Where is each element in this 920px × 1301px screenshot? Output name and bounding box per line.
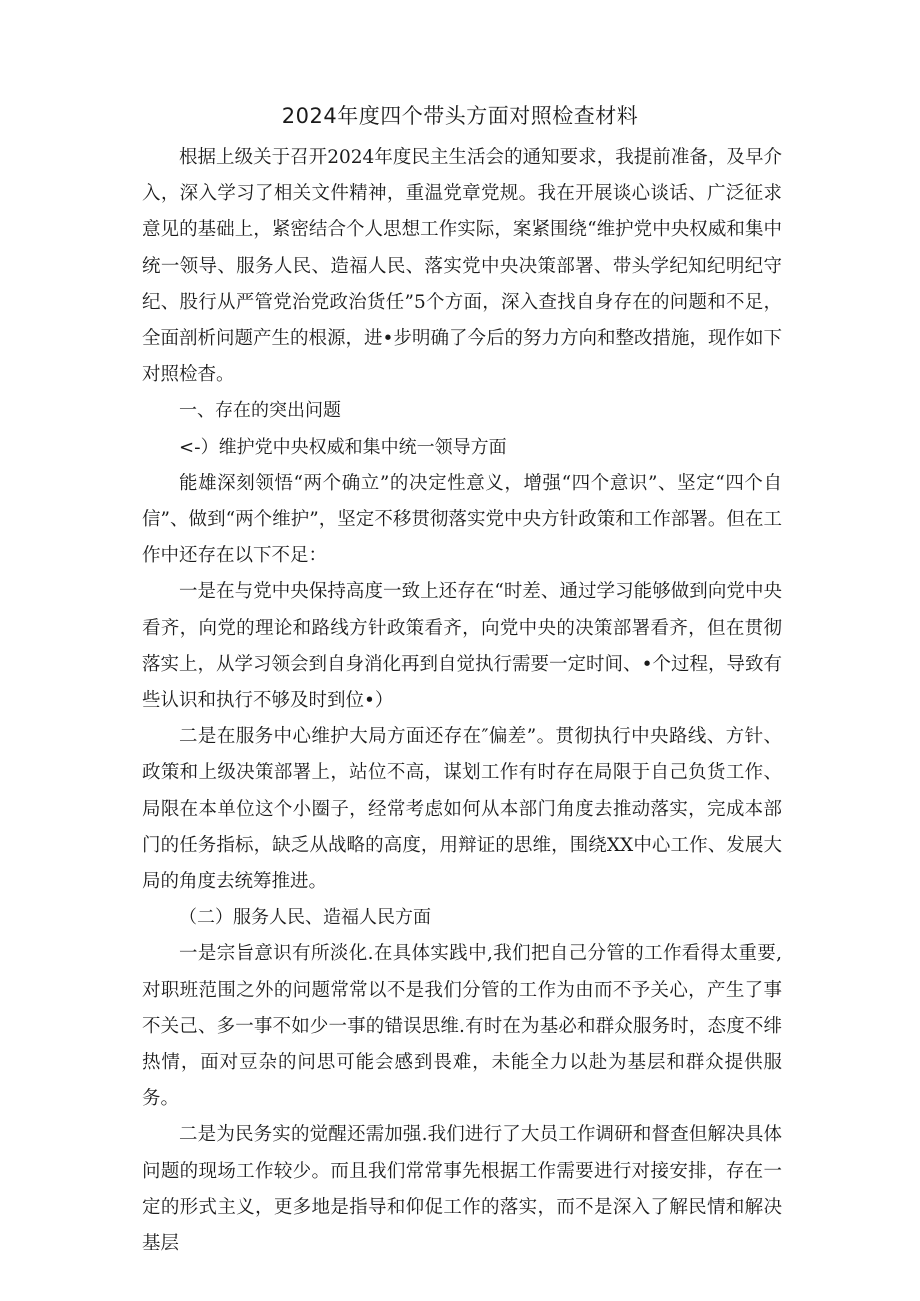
paragraph: 能雄深刻领悟“两个确立”的决定性意义，增强“四个意识”、坚定“四个自信”、做到“两个维护”，坚定不移贯彻落实党中央方针政策和工作部署。但在工作中还存在以下不足： [142,472,782,567]
intro-paragraph: 根据上级关于召开2024年度民主生活会的通知要求，我提前准备，及早介入，深入学习了相关文件精神，重温党章党规。我在开展谈心谈话、广泛征求意见的基础上，紧密结合个人思想工作实际，案紧围绕“维护党中央权威和集中统一领导、服务人民、造福人民、落实党中央决策部署、带头学纪知纪明纪守纪、股行从严管党治党政治货任”5个方面，深入查找自身存在的问题和不足，全面剖析问题产生的根源，进•步明确了今后的努力方向和整改措施，现作如下对照检杳。 [142,147,782,386]
section-heading-1: 一、存在的突出问题 [179,400,341,422]
document-title: 2024年度四个带头方面对照检查材料 [281,104,639,128]
paragraph: 一是在与党中央保持高度一致上还存在“时差、通过学习能够做到向党中央看齐，向党的理论和路线方针政策看齐，向党中央的决策部署看齐，但在贯彻落实上，从学习领会到自身消化再到自觉执行需要一定时间、•个过程，导致有些认识和执行不够及时到位•） [142,581,782,712]
subsection-heading-2: （二）服务人民、造福人民方面 [179,907,431,929]
paragraph: 二是为民务实的觉醒还需加强.我们进行了大员工作调研和督查但解决具体问题的现场工作较少。而且我们常常事先根据工作需要进行对接安排，存在一定的形式主义，更多地是指导和仰促工作的落实，而不是深入了解民情和解决基层 [142,1124,782,1255]
paragraph: 二是在服务中心维护大局方面还存在″偏差”。贯彻执行中央路线、方针、政策和上级决策部署上，站位不高，谋划工作有时存在局限于自己负货工作、局限在本单位这个小圈子，经常考虑如何从本部门角度去推动落实，完成本部门的任务指标，缺乏从战略的高度，用辩证的思维，围绕XX中心工作、发展大局的角度去统筹推进。 [142,726,782,893]
paragraph: 一是宗旨意识有所淡化.在具体实践中,我们把自己分管的工作看得太重要,对职班范围之外的问题常常以不是我们分管的工作为由而不予关心，产生了事不关己、多一事不如少一事的错误思维.有时在为基必和群众服务时，态度不绯热情，面对豆杂的问思可能会感到畏难，未能全力以赴为基层和群众提供服务。 [142,943,782,1110]
document-body [142,140,782,1262]
subsection-heading-1: <-）维护党中央权威和集中统一领导方面 [179,436,507,458]
